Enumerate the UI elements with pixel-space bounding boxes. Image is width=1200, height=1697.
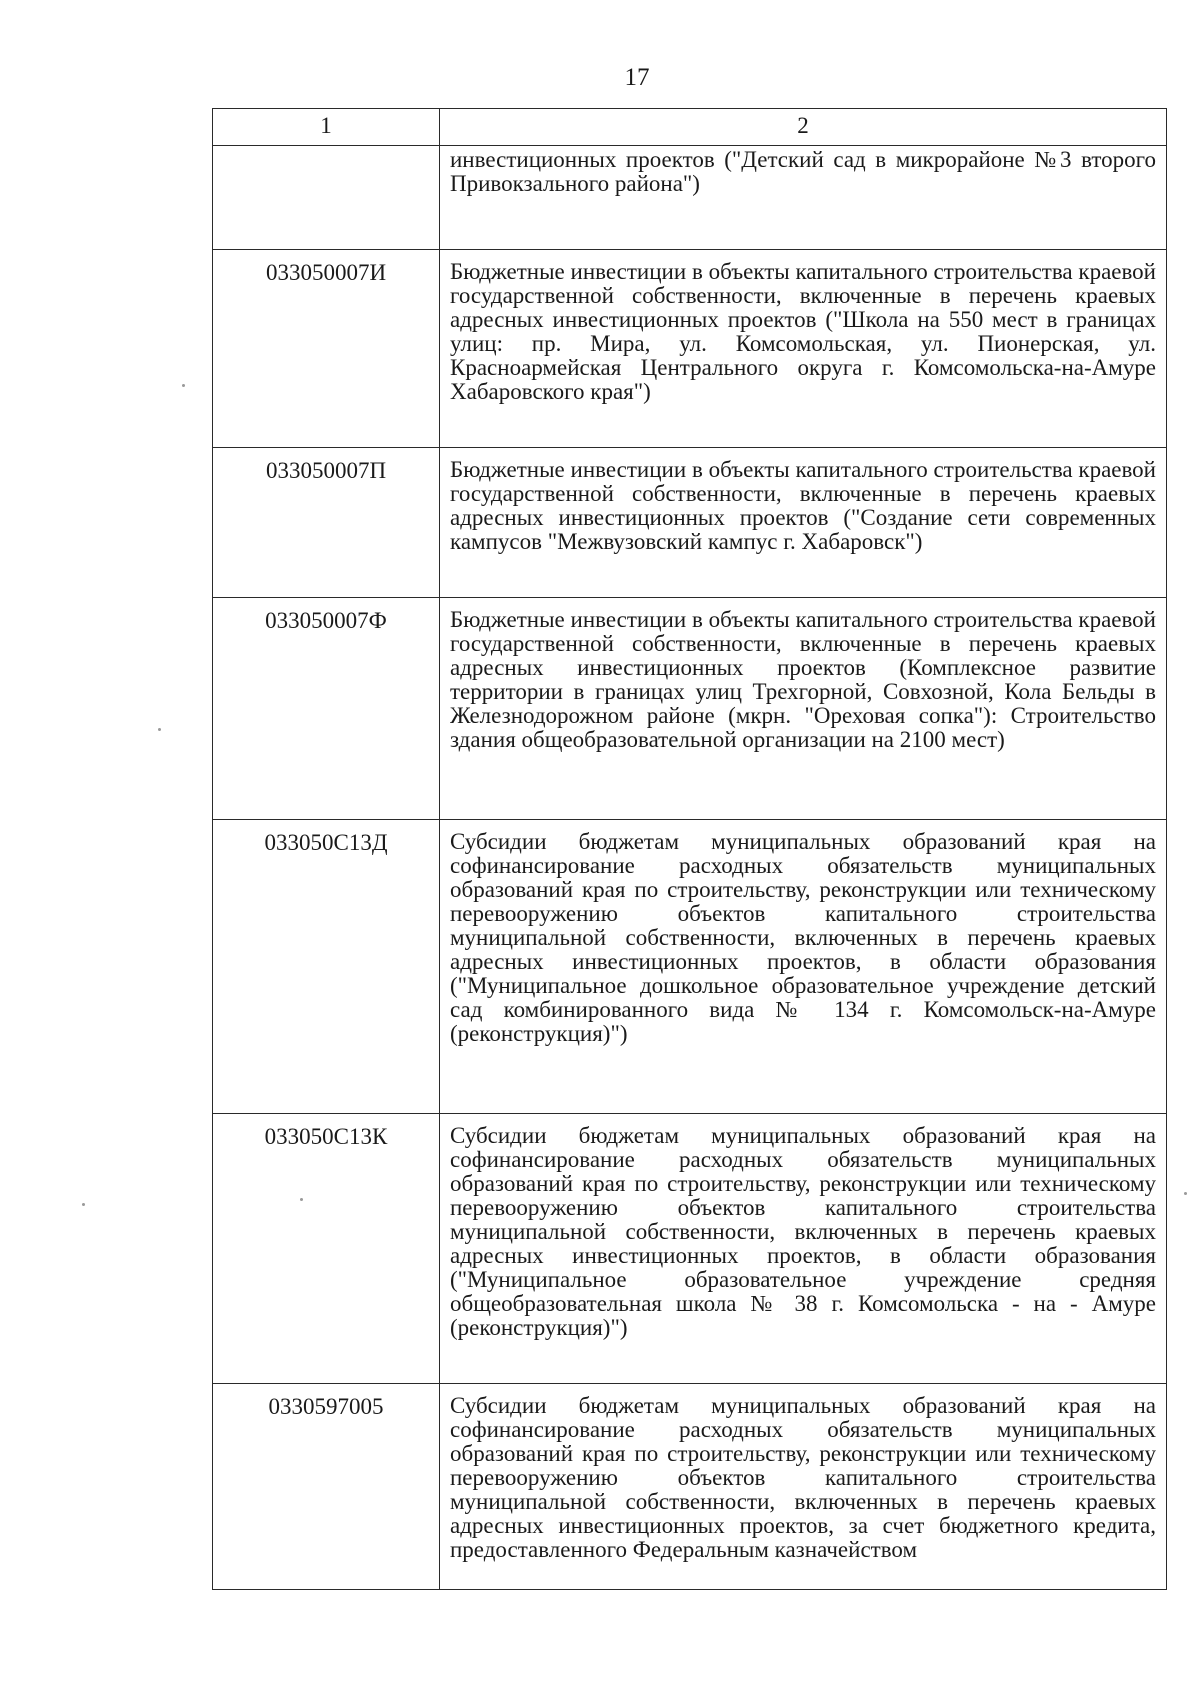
row-code	[213, 146, 440, 250]
column-header-description: 2	[440, 109, 1167, 146]
row-code: 033050С13Д	[213, 820, 440, 1114]
scan-speck	[82, 1203, 85, 1206]
row-code: 033050С13К	[213, 1114, 440, 1384]
column-header-code: 1	[213, 109, 440, 146]
table-row	[213, 448, 1167, 598]
row-code: 0330597005	[213, 1384, 440, 1590]
table-row	[213, 820, 1167, 1114]
table-header-row	[213, 109, 1167, 146]
row-description: Субсидии бюджетам муниципальных образований края на софинансирование расходных обязательств муниципальных образований края по строительству, реконструкции или техническому перевооружению объектов капитального строительства муниципальной собственности, включенных в перечень краевых адресных инвестиционных проектов, в области образования ("Муниципальное дошкольное образовательное учреждение детский сад комбинированного вида № 134 г. Комсомольск-на-Амуре (реконструкция)")	[440, 820, 1167, 1114]
scan-speck	[182, 384, 185, 387]
row-code: 033050007Ф	[213, 598, 440, 820]
page-number: 17	[624, 64, 650, 91]
row-description: инвестиционных проектов ("Детский сад в микрорайоне №3 второго Привокзального района")	[440, 146, 1167, 250]
table-row	[213, 598, 1167, 820]
row-description: Субсидии бюджетам муниципальных образований края на софинансирование расходных обязательств муниципальных образований края по строительству, реконструкции или техническому перевооружению объектов капитального строительства муниципальной собственности, включенных в перечень краевых адресных инвестиционных проектов, за счет бюджетного кредита, предоставленного Федеральным казначейством	[440, 1384, 1167, 1590]
scan-speck	[300, 1198, 303, 1201]
table-row	[213, 250, 1167, 448]
row-description: Бюджетные инвестиции в объекты капитального строительства краевой государственной собственности, включенные в перечень краевых адресных инвестиционных проектов (Комплексное развитие территории в границах улиц Трехгорной, Совхозной, Кола Бельды в Железнодорожном районе (мкрн. "Ореховая сопка"): Строительство здания общеобразовательной организации на 2100 мест)	[440, 598, 1167, 820]
scan-speck	[158, 728, 161, 731]
row-code: 033050007П	[213, 448, 440, 598]
table-row	[213, 146, 1167, 250]
row-description: Бюджетные инвестиции в объекты капитального строительства краевой государственной собственности, включенные в перечень краевых адресных инвестиционных проектов ("Школа на 550 мест в границах улиц: пр. Мира, ул. Комсомольская, ул. Пионерская, ул. Красноармейская Центрального округа г. Комсомольска-на-Амуре Хабаровского края")	[440, 250, 1167, 448]
table-row	[213, 1384, 1167, 1590]
row-description: Бюджетные инвестиции в объекты капитального строительства краевой государственной собственности, включенные в перечень краевых адресных инвестиционных проектов ("Создание сети современных кампусов "Межвузовский кампус г. Хабаровск")	[440, 448, 1167, 598]
scan-speck	[1184, 1192, 1187, 1195]
row-description: Субсидии бюджетам муниципальных образований края на софинансирование расходных обязательств муниципальных образований края по строительству, реконструкции или техническому перевооружению объектов капитального строительства муниципальной собственности, включенных в перечень краевых адресных инвестиционных проектов, в области образования ("Муниципальное образовательное учреждение средняя общеобразовательная школа № 38 г. Комсомольска - на - Амуре (реконструкция)")	[440, 1114, 1167, 1384]
budget-classification-table	[212, 108, 1167, 1590]
row-code: 033050007И	[213, 250, 440, 448]
table-row	[213, 1114, 1167, 1384]
